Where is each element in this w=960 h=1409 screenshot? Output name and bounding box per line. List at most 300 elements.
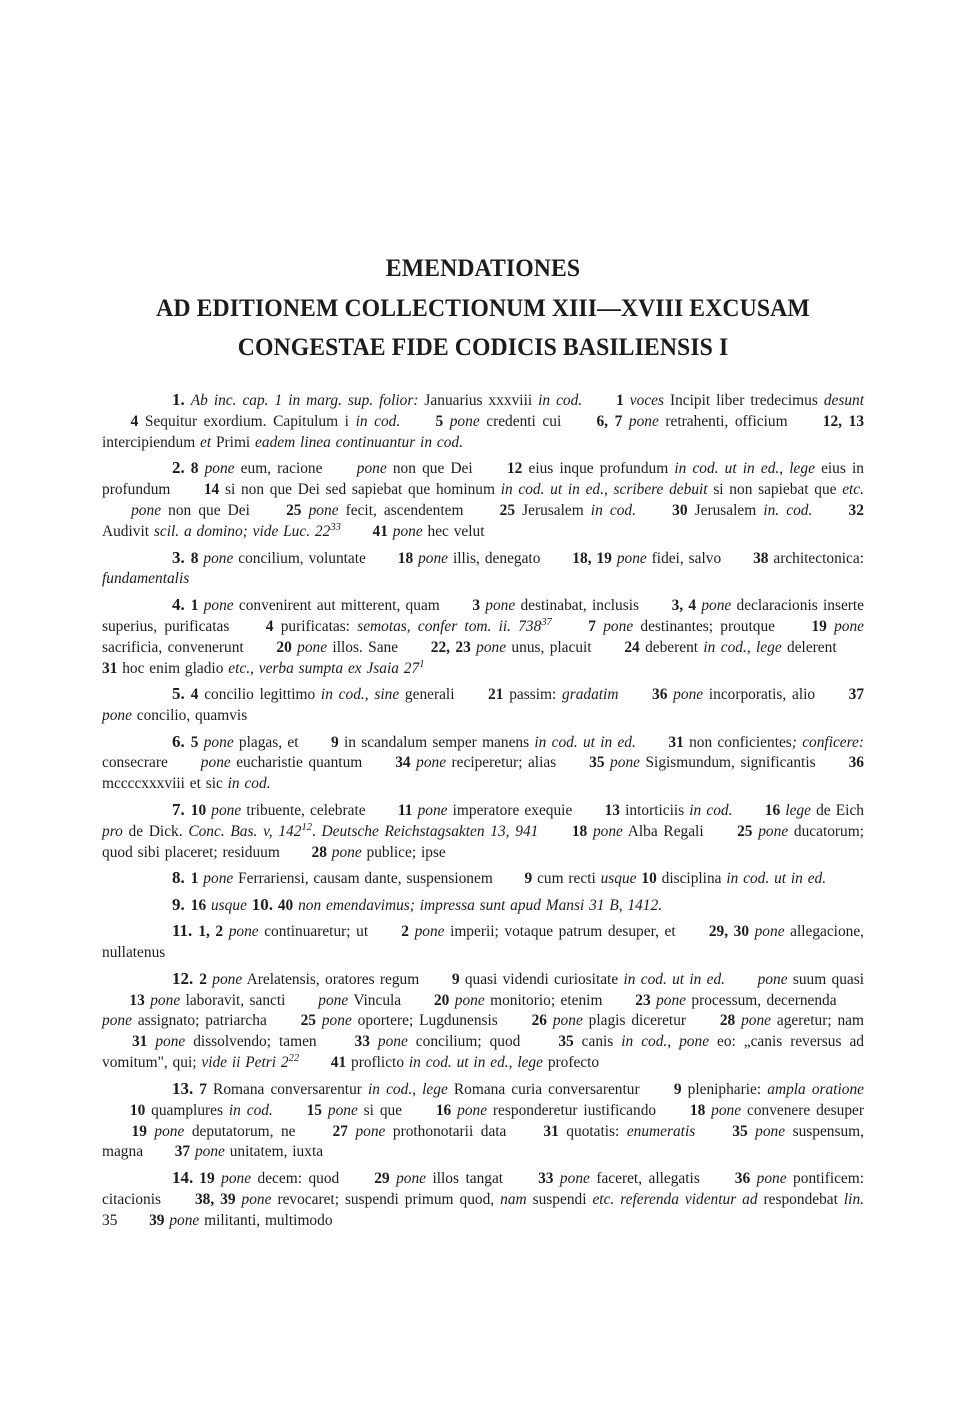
emendation-text: pone [408,923,445,941]
line-number: 10 [190,801,207,819]
emendation-text: canis [573,1033,622,1051]
emendation-text: pone [223,923,259,941]
emendation-text: proflicto [346,1054,409,1072]
line-number: 2 [199,970,207,988]
section-number: 8. [172,868,185,888]
emendation-text: in cod. [320,686,365,704]
emendation-text: respondebat [757,1190,844,1208]
line-number: 9 [331,733,339,751]
emendation-text: pone [826,617,864,635]
emendation-text: pone [749,923,785,941]
emendation-text: Primi [211,433,256,451]
section-number: 2. [172,458,185,478]
emendation-text: prothonotarii data [385,1122,514,1140]
emendation-text: scil. a domino; vide Luc. 22 [153,523,331,541]
title-line-1: EMENDATIONES [385,253,581,282]
line-number: 31 [131,1033,148,1051]
emendation-text: passim: [503,686,563,704]
emendation-text: pone [750,1169,787,1187]
line-number: 32 [848,502,864,520]
emendation-text: disciplina [656,870,727,888]
emendation-text: in marg. sup. folior: [282,392,425,409]
emendation-text: illis, denegato [448,549,546,567]
line-number: 33 [354,1033,370,1051]
line-number: 1 [190,870,199,888]
emendation-section [102,390,864,454]
emendation-text: hoc enim gladio [117,659,229,677]
emendation-text: eo: „canis reversus ad vomitum", qui; [102,1033,864,1072]
line-number: 18 [571,822,588,840]
section-number: 4. [172,594,185,614]
line-number: 34 [395,754,411,772]
emendation-text: pone [102,1012,132,1030]
emendation-text: Ferrariensi, causam dante, suspensionem [233,870,498,888]
line-number: 40 [277,896,294,914]
emendation-section [102,684,864,727]
emendation-text: semotas, confer tom. [357,617,499,635]
emendation-text: usque [206,896,252,914]
emendation-text: lin. [843,1190,864,1208]
emendation-text: scribere debuit [613,481,708,499]
line-number: 15 [306,1101,322,1119]
emendation-text: pone [198,460,235,478]
section-number: 6. [172,731,185,751]
emendation-text: verba sumpta ex Jsaia 27 [258,659,420,677]
emendation-text: declaracionis inserte superius, purificatas [102,596,865,635]
emendation-text: tribuente, celebrate [241,801,371,819]
emendation-text: pone [596,617,634,635]
emendation-text: pone [413,549,449,567]
emendation-text: pone [679,1033,710,1051]
emendation-text: pone [291,638,328,656]
section-number: 11. [172,921,193,941]
line-number: 28 [311,843,327,861]
emendation-text: hec velut [422,523,485,541]
emendation-text: lege [756,638,782,656]
emendation-text: eius in profundum [102,460,864,499]
emendation-text: in cod. ut in ed. [674,460,780,478]
emendation-text: pone [200,754,231,772]
emendation-text: pone [604,754,640,772]
emendation-text: lege [780,801,811,819]
emendation-text: imperii; votaque patrum desuper, et [444,923,682,941]
emendation-text: suspendi [526,1190,593,1208]
emendation-text: in cod. [368,1080,413,1098]
emendation-text: destinabat, inclusis [515,596,645,614]
emendation-text: lege [517,1054,543,1072]
emendation-text: ducatorum; quod sibi placeret; residuum [102,822,864,861]
line-number: 3 [472,596,481,614]
emendation-text: faceret, allegatis [589,1169,707,1187]
emendation-text: , [508,1054,518,1072]
emendation-text: pone [650,991,686,1009]
emendation-text: dissolvendo; tamen [185,1033,325,1051]
emendation-text: pone [206,801,242,819]
emendation-text: 1 [419,658,425,670]
emendation-text: pro [102,822,123,840]
emendation-text: nam [500,1190,527,1208]
emendation-text: pone [356,460,387,478]
emendation-text: cum recti [532,870,601,888]
line-number: 39 [149,1211,165,1229]
emendation-text: pone [546,1012,583,1030]
line-number: 35 [558,1033,574,1051]
emendation-text: Sequitur exordium. Capitulum i [138,412,356,430]
line-number: 6, 7 [596,412,623,430]
line-number: 38, 39 [194,1190,236,1208]
emendation-text: pone [387,523,423,541]
section-number: 9. [172,894,185,914]
line-number: 14 [203,481,220,499]
emendation-text: eucharistie quantum [230,754,368,772]
emendation-text: 12 [301,821,312,833]
emendation-section [102,1079,864,1164]
emendation-text: destinantes; proutque [633,617,783,635]
emendation-text: pone [190,1143,225,1161]
line-number: 38 [753,549,769,567]
line-number: 8 [190,549,199,567]
line-number: 35 [589,754,605,772]
emendation-text: pone [147,1033,186,1051]
emendation-text: in cod. ut in ed. [623,970,726,988]
line-number: 18 [689,1101,706,1119]
emendation-text: concilio, quamvis [131,707,248,725]
line-number: 13 [604,801,620,819]
section-number: 3. [172,547,185,567]
line-number: 25 [499,502,516,520]
emendation-text: pone [321,1101,358,1119]
emendation-text: etc. [842,481,864,499]
emendation-text: in cod. [703,638,747,656]
emendation-text: desunt [823,392,865,409]
emendation-text: laboravit, sancti [180,991,291,1009]
section-number: 14. [172,1167,194,1187]
line-number: 16 [764,801,781,819]
line-number: 21 [488,686,504,704]
emendation-text: architectonica: [768,549,864,567]
emendation-text: convenirent aut mitterent, quam [233,596,446,614]
emendation-text: plagis diceretur [582,1012,692,1030]
line-number: 9 [673,1080,682,1098]
line-number: 30 [672,502,688,520]
emendation-text: imperatore exequie [447,801,578,819]
emendation-text: pone [622,412,659,430]
line-number: 12 [506,460,523,478]
emendation-text: pone [667,686,704,704]
emendation-text: publice; ipse [361,843,446,861]
line-number: 5 [190,733,199,751]
line-number: 16 [190,896,207,914]
emendation-text: pone [412,801,448,819]
emendation-text: pone [752,822,789,840]
emendation-section [102,595,864,680]
emendation-text: plagas, et [233,733,304,751]
emendation-text: voces [623,392,664,409]
emendation-text: responderetur iustificando [487,1101,662,1119]
emendation-text: fundamentalis [102,570,190,588]
emendation-text: non emendavimus; impressa sunt apud Mansi 31 B, 1412. [293,896,663,914]
emendation-text: lege [422,1080,448,1098]
line-number: 24 [624,638,640,656]
emendation-text: pone [587,822,623,840]
emendation-text: non que Dei [386,460,479,478]
emendation-text: pone [451,1101,488,1119]
emendation-text: etc. referenda videntur ad [592,1190,758,1208]
emendation-text: reciperetur; alias [446,754,562,772]
emendation-text: pone [102,707,132,725]
emendation-text: et [200,433,212,451]
emendation-text: in cod. ut in ed. [408,1054,509,1072]
emendation-text: fecit, ascendentem [338,502,471,520]
emendation-text: profecto [542,1054,600,1072]
emendation-section [102,921,864,964]
line-number: 25 [286,502,302,520]
emendation-text: Arelatensis, oratores regum [242,970,425,988]
emendation-section [102,969,864,1075]
emendation-text: in cod. [689,801,733,819]
line-number: 8 [190,460,199,478]
emendation-text: militanti, multimodo [199,1211,333,1229]
emendation-text: eadem linea continuantur in cod. [255,433,463,451]
emendation-text: in scandalum semper manens [338,733,535,751]
line-number: 25 [300,1012,316,1030]
emendation-text: in cod. [228,1101,273,1119]
emendation-text: pone [389,1169,426,1187]
emendation-section [102,868,864,890]
emendation-text: processum, decernenda [686,991,842,1009]
emendation-text: quamplures [145,1101,229,1119]
line-number: 16 [435,1101,452,1119]
emendation-text: , [250,659,259,677]
emendation-text: Vincula [348,991,407,1009]
line-number: 36 [652,686,668,704]
emendation-text: 738 [511,617,542,635]
emendation-text: Januarius xxxviii [424,392,539,409]
line-number: 10 [641,870,657,888]
line-number: 25 [737,822,753,840]
emendation-text: deberent [639,638,704,656]
emendation-text: concilio legittimo [198,686,321,704]
emendation-text: fidei, salvo [646,549,727,567]
line-number: 19 [199,1169,215,1187]
emendation-text: generali [399,686,461,704]
emendation-section [102,732,864,796]
line-number: 23 [635,991,651,1009]
emendation-text: pone [369,1033,408,1051]
line-number: 1, 2 [198,923,224,941]
line-number: 27 [332,1122,348,1140]
emendation-text: si que [357,1101,408,1119]
emendation-text: lege [789,460,815,478]
emendation-text: concilium, voluntate [233,549,371,567]
emendation-text: , [667,1033,680,1051]
line-number: 13 [129,991,145,1009]
emendation-text: pone [131,502,162,520]
emendation-section [102,895,864,917]
emendation-text: in cod. ut in ed. [726,870,827,888]
emendation-text: pone [164,1211,200,1229]
section-number: 5. [172,684,185,704]
line-number: 9 [451,970,460,988]
line-number: 3, 4 [671,596,697,614]
emendation-text: Conc. Bas. v, 142 [188,822,302,840]
line-number: 41 [330,1054,347,1072]
emendation-text: oportere; Lugdunensis [351,1012,504,1030]
line-number: 37 [848,686,865,704]
emendation-text: sacrificia, convenerunt [102,638,250,656]
line-number: 18 [397,549,414,567]
emendation-text: pone [696,596,732,614]
line-number: 26 [531,1012,547,1030]
emendation-text: gradatim [562,686,619,704]
title-line-2: AD EDITIONEM COLLECTIONUM XIII—XVIII EXCUSAM [156,293,810,322]
emendation-section [102,458,864,543]
emendation-section [102,548,864,591]
emendation-section [102,800,864,864]
section-number: 7. [172,799,185,819]
emendation-text: Ab inc. cap. [190,392,275,409]
emendation-text: deputatorum, ne [184,1122,304,1140]
line-number: 10. [251,894,273,914]
emendation-text: Romana curia conversarentur [447,1080,646,1098]
title-line-3: CONGESTAE FIDE CODICIS BASILIENSIS I [237,332,729,361]
emendation-text: de Eich [810,801,864,819]
emendation-text: pone [553,1169,590,1187]
emendation-text: si non que Dei sed sapiebat que hominum [219,481,501,499]
emendation-text: eum, racione [234,460,329,478]
emendation-text: ii. [498,617,511,635]
emendation-text: consecrare [102,754,174,772]
section-number: 1. [172,390,185,409]
emendation-text: decem: quod [251,1169,346,1187]
emendation-text: pontificem: citacionis [102,1169,865,1208]
emendation-text: de Dick. [122,822,189,840]
emendation-text: Jerusalem [687,502,764,520]
emendation-text: pone [198,870,234,888]
emendation-text: etc. [228,659,251,677]
line-number: 36 [734,1169,751,1187]
line-number: 10 [129,1101,146,1119]
emendation-text: incorporatis, alio [703,686,821,704]
emendation-text: in. cod. [763,502,813,520]
emendation-text: quasi videndi curiositate [459,970,624,988]
line-number: 1 [616,392,624,409]
emendation-text: pone [144,991,181,1009]
line-number: 18, 19 [572,549,612,567]
emendation-list [102,390,864,1232]
emendation-text: pone [735,1012,772,1030]
emendation-text: suspensum, magna [102,1122,865,1161]
emendation-text: Alba Regali [622,822,710,840]
emendation-text: , [746,638,757,656]
emendation-text: pone [747,1122,786,1140]
emendation-text: 37 [541,616,552,628]
line-number: 4 [190,686,199,704]
emendation-text: , [412,1080,423,1098]
emendation-text: sine [374,686,400,704]
emendation-text: Romana conversarentur [206,1080,369,1098]
line-number: 11 [397,801,413,819]
line-number: 1 [190,596,199,614]
emendation-text: in cod. [621,1033,668,1051]
emendation-text: in cod. [227,775,271,793]
line-number: 36 [848,754,864,772]
line-number: 29 [374,1169,390,1187]
emendation-text: illos tangat [426,1169,510,1187]
emendation-text: pone [611,549,647,567]
line-number: 4 [265,617,274,635]
line-number: 28 [719,1012,736,1030]
emendation-text: pone [326,843,362,861]
emendation-text: continuaretur; ut [258,923,374,941]
emendation-text: 22 [288,1053,300,1065]
emendation-text: suum quasi [787,970,865,988]
emendation-text: intorticiis [619,801,690,819]
line-number: 22, 23 [430,638,471,656]
emendation-text: convenere desuper [741,1101,864,1119]
emendation-text: enumeratis [626,1122,696,1140]
line-number: 7 [199,1080,207,1098]
emendation-text: pone [146,1122,185,1140]
emendation-text: eius inque profundum [522,460,675,478]
emendation-text: in cod. ut in ed. [534,733,636,751]
emendation-text: monitorio; etenim [484,991,608,1009]
emendation-text: pone [214,1169,252,1187]
section-number: 12. [172,968,194,988]
emendation-text: pone [206,970,243,988]
emendation-text: 35 [102,1211,123,1229]
emendation-text: intercipiendum [102,433,201,451]
emendation-text: revocaret; suspendi primum quod, [271,1190,501,1208]
emendation-text: mccccxxxviii et sic [102,775,228,793]
emendation-text: delerent [781,638,842,656]
emendation-text: in cod. ut in ed. [500,481,604,499]
line-number: 2 [401,923,409,941]
emendation-text: assignato; patriarcha [131,1012,273,1030]
line-number: 20 [433,991,450,1009]
emendation-text: pone [449,991,485,1009]
emendation-text: unus, placuit [506,638,597,656]
emendation-text: Jerusalem [515,502,591,520]
emendation-text: , [779,460,790,478]
emendation-text: pone [198,596,234,614]
emendation-text: pone [757,970,788,988]
emendation-text: Sigismundum, significantis [639,754,822,772]
emendation-text: concilium; quod [407,1033,529,1051]
emendation-text: illos. Sane [327,638,404,656]
emendation-text: ageretur; nam [771,1012,864,1030]
emendation-text: pone [198,733,234,751]
emendation-text: pone [347,1122,386,1140]
line-number: 7 [588,617,596,635]
emendation-text: usque [600,870,637,888]
emendation-text: Incipit liber tredecimus [664,392,824,409]
emendation-text: Audivit [102,523,154,541]
line-number: 19 [131,1122,147,1140]
page-title [129,248,838,366]
emendation-text: in cod. [355,412,401,430]
emendation-text: pone [410,754,447,772]
line-number: 4 [130,412,139,430]
emendation-text: allegacione, nullatenus [102,923,865,962]
line-number: 31 [102,659,118,677]
line-number: 31 [668,733,684,751]
emendation-text: pone [705,1101,742,1119]
emendation-text: credenti cui [479,412,568,430]
section-number: 13. [172,1078,194,1098]
line-number: 37 [174,1143,191,1161]
line-number: 35 [732,1122,748,1140]
